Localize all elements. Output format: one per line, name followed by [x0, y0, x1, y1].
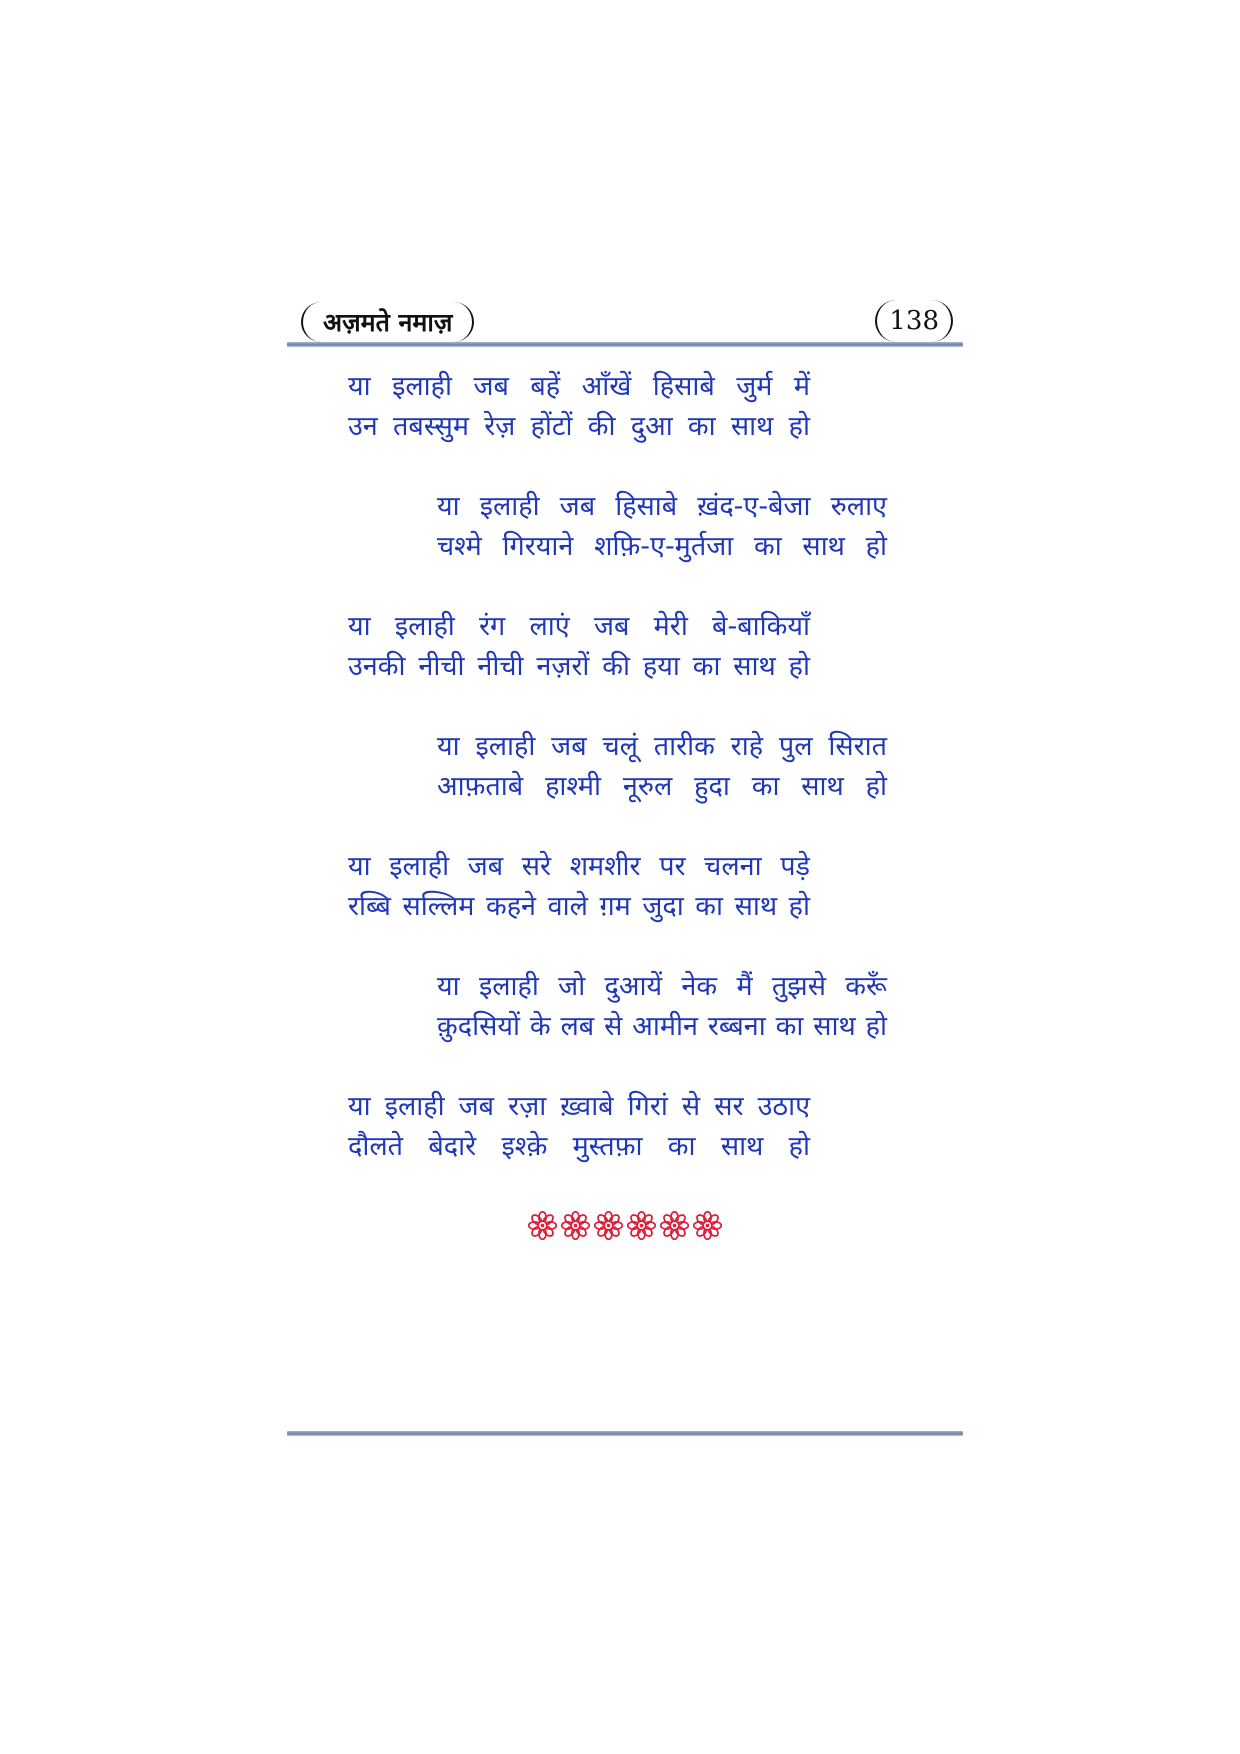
page-number: 138	[889, 306, 939, 336]
verse-1	[348, 367, 810, 447]
verse-4	[437, 727, 887, 807]
verse-line: या इलाही जब हिसाबे ख़ंद-ए-बेजा रुलाए	[437, 491, 887, 522]
verse-line: या इलाही जब रज़ा ख़्वाबे गिरां से सर उठाए	[348, 1091, 810, 1122]
red-flower-icon	[627, 1211, 656, 1240]
verse-line: रब्बि सल्लिम कहने वाले ग़म जुदा का साथ हो	[348, 891, 810, 922]
page-number-frame	[875, 300, 953, 342]
verse-line: या इलाही जब चलूं तारीक राहे पुल सिरात	[437, 731, 887, 762]
verse-7	[348, 1087, 810, 1167]
verse-line: उन तबस्सुम रेज़ होंटों की दुआ का साथ हो	[348, 411, 810, 442]
book-title: अज़मते नमाज़	[323, 308, 453, 337]
book-title-frame	[301, 302, 474, 342]
header-rule	[287, 342, 963, 347]
red-flower-icon	[660, 1211, 689, 1240]
red-flower-icon	[693, 1211, 722, 1240]
verse-line: या इलाही जब सरे शमशीर पर चलना पड़े	[348, 851, 810, 882]
verse-line: क़ुदसियों के लब से आमीन रब्बना का साथ हो	[437, 1011, 887, 1042]
footer-rule	[287, 1431, 963, 1436]
flower-ornament-row	[528, 1211, 722, 1240]
red-flower-icon	[594, 1211, 623, 1240]
verse-line: आफ़ताबे हाश्मी नूरुल हुदा का साथ हो	[437, 771, 887, 802]
verse-line: उनकी नीची नीची नज़रों की हया का साथ हो	[348, 651, 810, 682]
verse-5	[348, 847, 810, 927]
verse-line: चश्मे गिरयाने शफ़ि-ए-मुर्तजा का साथ हो	[437, 531, 887, 562]
red-flower-icon	[528, 1211, 557, 1240]
verse-2	[437, 487, 887, 567]
verse-3	[348, 607, 810, 687]
verse-line: दौलते बेदारे इश्क़े मुस्तफ़ा का साथ हो	[348, 1131, 810, 1162]
verse-6	[437, 967, 887, 1047]
verse-line: या इलाही जो दुआयें नेक मैं तुझसे करूँ	[437, 971, 887, 1002]
verse-line: या इलाही रंग लाएं जब मेरी बे-बाकियाँ	[348, 611, 810, 642]
red-flower-icon	[561, 1211, 590, 1240]
verse-line: या इलाही जब बहें आँखें हिसाबे जुर्म में	[348, 371, 810, 402]
